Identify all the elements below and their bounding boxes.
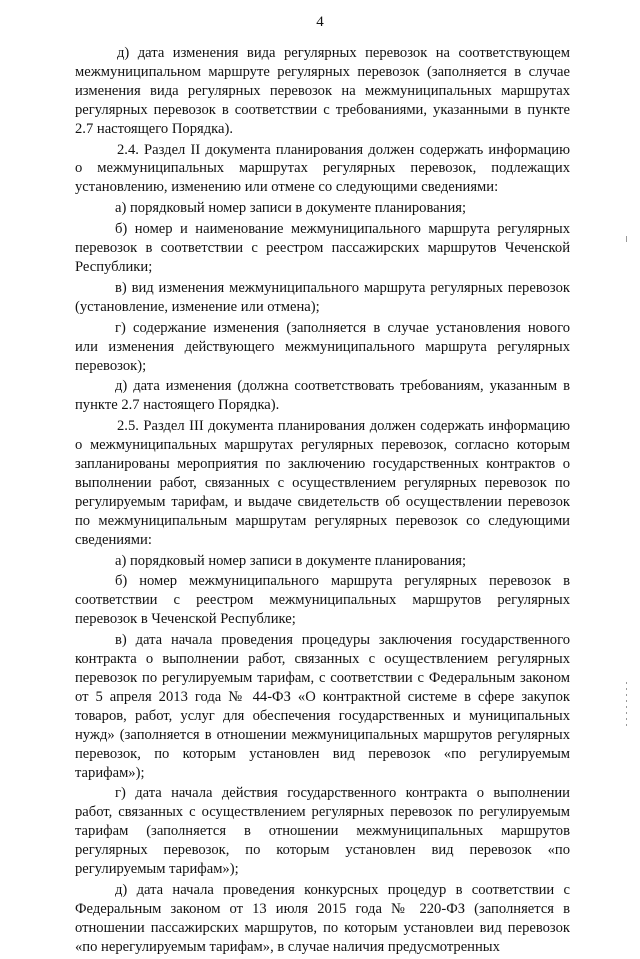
list-item: б) номер и наименование межмуниципального маршрута регулярных перевозок в соответствии с реестром пассажирских маршрутов Чеченской Республики; bbox=[75, 221, 570, 275]
list-item: д) дата начала проведения конкурсных процедур в соответствии с Федеральным законом от 13 июля 2015 года № 220-ФЗ (заполняется в отношении пассажирских маршрутов, по которым установлеи вид перевозок «по нерегулируемым тарифам», в случае наличия предусмотренных bbox=[75, 881, 570, 955]
scan-edge-mark bbox=[626, 236, 627, 242]
list-item: в) дата начала проведения процедуры заключения государственного контракта о выполнении работ, связанных с осуществлением регулярных перевозок по регулируемым тарифам, с соответствии с Федеральным законом от 5 апреля 2013 года № 44-ФЗ «О контрактной системе в сфере закупок товаров, работ, услуг для обеспечения государственных и муниципальных нужд» (заполняется в отношении межмуниципальных маршрутов регулярных перевозок, по которым установлен вид перевозок «по регулируемым тарифам»); bbox=[75, 632, 570, 781]
page-number: 4 bbox=[316, 14, 324, 30]
list-item: г) содержание изменения (заполняется в случае установления нового или изменения действующего межмуниципального маршрута регулярных перевозок); bbox=[75, 319, 570, 374]
document-body bbox=[75, 44, 570, 959]
paragraph: 2.5. Раздел III документа планирования должен содержать информацию о межмуниципальных маршрутах регулярных перевозок, согласно которым запланированы мероприятия по заключению государственных контрактов о выполнении работ, связанных с осуществлением регулярных перевозок по регулируемым тарифам, и выдаче свидетельств об осуществлении перевозок по межмуниципальным маршрутам регулярных перевозок со следующими сведениями: bbox=[75, 418, 570, 548]
list-item: в) вид изменения межмуниципального маршрута регулярных перевозок (установление, изменение или отмена); bbox=[75, 279, 570, 315]
list-item: а) порядковый номер записи в документе планирования; bbox=[115, 552, 467, 569]
list-item: а) порядковый номер записи в документе планирования; bbox=[115, 200, 467, 217]
list-item: б) номер межмуниципального маршрута регулярных перевозок в соответствии с реестром межмуниципальных маршрутов регулярных перевозок в Чеченской Республике; bbox=[75, 573, 570, 628]
list-item: д) дата изменения (должна соответствовать требованиям, указанным в пункте 2.7 настоящего Порядка). bbox=[75, 378, 570, 414]
paragraph: 2.4. Раздел II документа планирования должен содержать информацию о межмуниципальных маршрутах регулярных перевозок, подлежащих установлению, изменению или отмене со следующими сведениями: bbox=[75, 141, 570, 196]
scan-edge-mark bbox=[626, 682, 627, 730]
list-item: г) дата начала действия государственного контракта о выполнении работ, связанных с осуществлением регулярных перевозок по регулируемым тарифам (заполняется в отношении межмуниципальных маршрутов регулярных перевозок, по которым установлен вид перевозок «по регулируемым тарифам»); bbox=[75, 785, 570, 878]
paragraph: д) дата изменения вида регулярных перевозок на соответствующем межмуниципальном маршруте регулярных перевозок (заполняется в случае изменения вида регулярных перевозок на межмуниципальных маршрутах регулярных перевозок в соответствии с требованиями, указанными в пункте 2.7 настоящего Порядка). bbox=[75, 45, 570, 137]
